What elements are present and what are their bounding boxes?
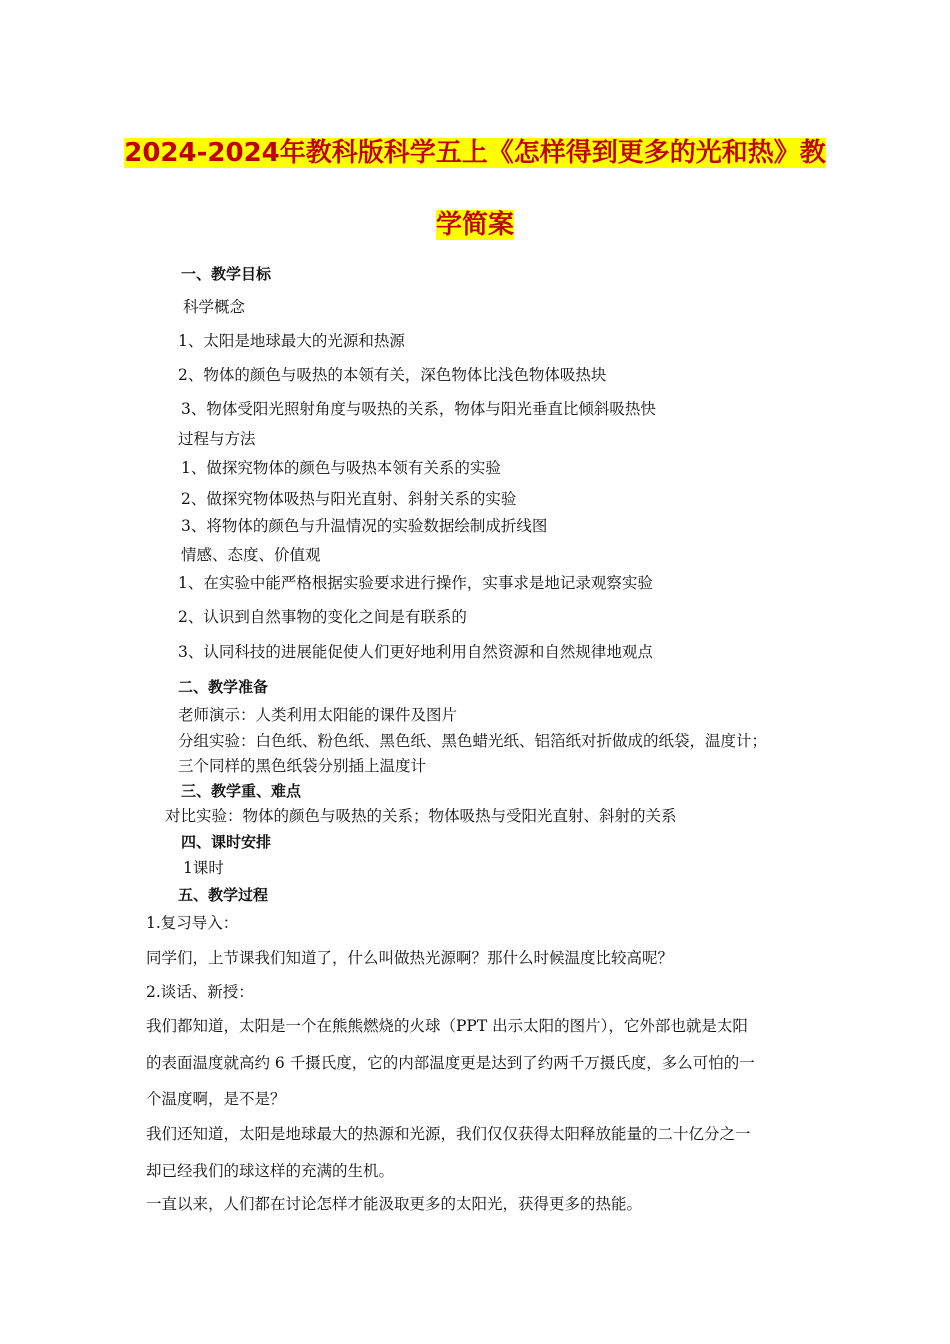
- section-heading-schedule: 四、课时安排: [181, 833, 272, 851]
- step-1-heading: 1.复习导入：: [146, 914, 239, 932]
- title-line-1: [0, 136, 950, 170]
- subheading-process: 过程与方法: [178, 430, 256, 448]
- paragraph-1-line-3: 个温度啊，是不是？: [146, 1090, 286, 1108]
- paragraph-3: 一直以来，人们都在讨论怎样才能汲取更多的太阳光，获得更多的热能。: [146, 1195, 643, 1213]
- key-point-text: 对比实验：物体的颜色与吸热的关系；物体吸热与受阳光直射、斜射的关系: [165, 807, 677, 825]
- step-2-heading: 2.谈话、新授：: [146, 983, 254, 1001]
- section-heading-process: 五、教学过程: [178, 886, 269, 904]
- paragraph-1-line-2: 的表面温度就高约 6 千摄氏度，它的内部温度更是达到了约两千万摄氏度，多么可怕的一: [146, 1054, 755, 1072]
- concept-item-1: 1、太阳是地球最大的光源和热源: [178, 332, 405, 350]
- concept-item-3: 3、物体受阳光照射角度与吸热的关系，物体与阳光垂直比倾斜吸热快: [181, 400, 656, 418]
- emotion-item-3: 3、认同科技的进展能促使人们更好地利用自然资源和自然规律地观点: [178, 643, 653, 661]
- prep-item-3: 三个同样的黑色纸袋分别插上温度计: [178, 757, 427, 775]
- paragraph-1-line-1: 我们都知道，太阳是一个在熊熊燃烧的火球（PPT 出示太阳的图片），它外部也就是太阳: [146, 1017, 748, 1035]
- prep-item-1: 老师演示：人类利用太阳能的课件及图片: [178, 706, 458, 724]
- subheading-concept: 科学概念: [183, 298, 246, 316]
- step-1-text: 同学们，上节课我们知道了，什么叫做热光源啊？那什么时候温度比较高呢？: [146, 949, 674, 967]
- emotion-item-2: 2、认识到自然事物的变化之间是有联系的: [178, 608, 467, 626]
- section-heading-objectives: 一、教学目标: [181, 265, 272, 283]
- title-line-2: [0, 208, 950, 242]
- section-heading-preparation: 二、教学准备: [178, 678, 269, 696]
- paragraph-2-line-2: 却已经我们的球这样的充满的生机。: [146, 1162, 395, 1180]
- title-text-2: 学简案: [435, 210, 514, 240]
- prep-item-2: 分组实验：白色纸、粉色纸、黑色纸、黑色蜡光纸、铝箔纸对折做成的纸袋，温度计；: [178, 732, 768, 750]
- paragraph-2-line-1: 我们还知道，太阳是地球最大的热源和光源，我们仅仅获得太阳释放能量的二十亿分之一: [146, 1125, 751, 1143]
- process-item-3: 3、将物体的颜色与升温情况的实验数据绘制成折线图: [181, 517, 548, 535]
- period-text: 1课时: [183, 859, 224, 877]
- emotion-item-1: 1、在实验中能严格根据实验要求进行操作，实事求是地记录观察实验: [178, 574, 653, 592]
- section-heading-key-points: 三、教学重、难点: [181, 782, 302, 800]
- subheading-emotion: 情感、态度、价值观: [181, 546, 321, 564]
- concept-item-2: 2、物体的颜色与吸热的本领有关，深色物体比浅色物体吸热块: [178, 366, 607, 384]
- process-item-2: 2、做探究物体吸热与阳光直射、斜射关系的实验: [181, 490, 517, 508]
- title-text-1: 2024-2024年教科版科学五上《怎样得到更多的光和热》教: [124, 138, 826, 168]
- process-item-1: 1、做探究物体的颜色与吸热本领有关系的实验: [181, 459, 501, 477]
